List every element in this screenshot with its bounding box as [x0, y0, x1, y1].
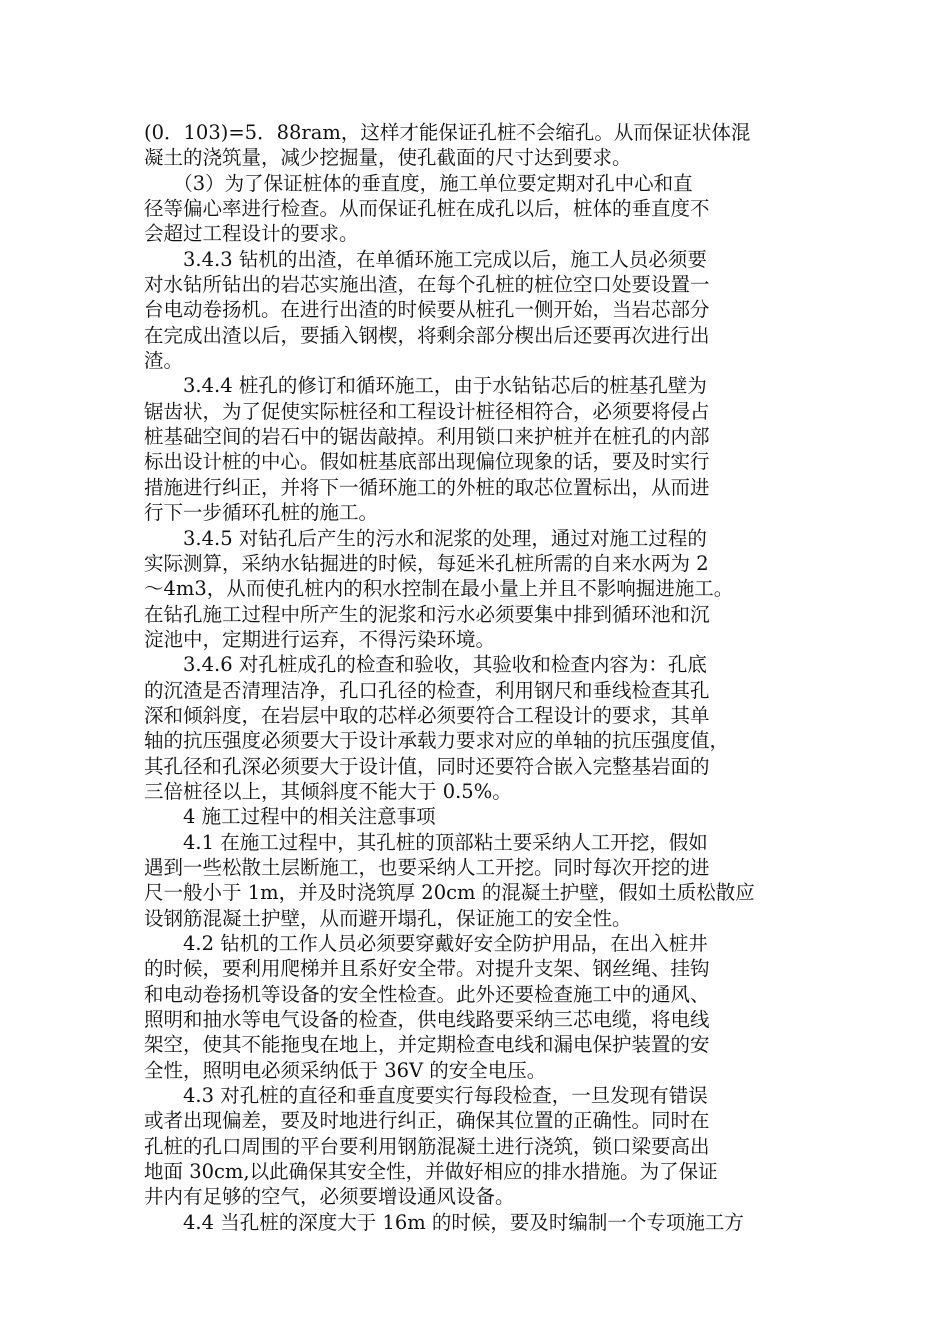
text-line: 实际测算，采纳水钻掘进的时候，每延米孔桩所需的自来水两为 2 [144, 551, 709, 575]
text-line: 径等偏心率进行检查。从而保证孔桩在成孔以后，桩体的垂直度不 [144, 197, 710, 221]
text-line: 凝土的浇筑量，减少挖掘量，使孔截面的尺寸达到要求。 [144, 146, 632, 170]
text-line: 3.4.3 钻机的出渣，在单循环施工完成以后，施工人员必须要 [144, 247, 707, 271]
text-line: 锯齿状，为了促使实际桩径和工程设计桩径相符合，必须要将侵占 [144, 399, 710, 423]
text-line: 地面 30cm,以此确保其安全性，并做好相应的排水措施。为了保证 [144, 1160, 718, 1184]
text-line: 井内有足够的空气，必须要增设通风设备。 [144, 1185, 515, 1209]
text-line: 3.4.6 对孔桩成孔的检查和验收，其验收和检查内容为：孔底 [144, 653, 707, 677]
text-line: 渣。 [144, 349, 184, 373]
section-heading: 4 施工过程中的相关注意事项 [144, 805, 436, 829]
text-line: 淀池中，定期进行运弃，不得污染环境。 [144, 627, 496, 651]
text-line: 的时候，要利用爬梯并且系好安全带。对提升支架、钢丝绳、挂钩 [144, 957, 710, 981]
text-line: 尺一般小于 1m，并及时浇筑厚 20cm 的混凝土护壁，假如土质松散应 [144, 881, 755, 905]
text-line: 在完成出渣以后，要插入钢楔，将剩余部分楔出后还要再次进行出 [144, 323, 710, 347]
text-line: 深和倾斜度，在岩层中取的芯样必须要符合工程设计的要求，其单 [144, 703, 710, 727]
text-line: ～4m3，从而使孔桩内的积水控制在最小量上并且不影响掘进施工。 [144, 577, 734, 601]
document-page [144, 120, 800, 1235]
text-line: 全性，照明电必须采纳低于 36V 的安全电压。 [144, 1058, 547, 1082]
text-line: 桩基础空间的岩石中的锯齿敲掉。利用锁口来护桩并在桩孔的内部 [144, 425, 710, 449]
text-line: (0．103)=5．88ram，这样才能保证孔桩不会缩孔。从而保证状体混 [144, 121, 751, 144]
text-line: 或者出现偏差，要及时地进行纠正，确保其位置的正确性。同时在 [144, 1109, 710, 1133]
text-line: 照明和抽水等电气设备的检查，供电线路要采纳三芯电缆，将电线 [144, 1008, 710, 1032]
text-line: 4.4 当孔桩的深度大于 16m 的时候，要及时编制一个专项施工方 [144, 1210, 744, 1234]
text-line: （3）为了保证桩体的垂直度，施工单位要定期对孔中心和直 [144, 171, 693, 195]
text-line: 会超过工程设计的要求。 [144, 222, 359, 246]
text-line: 其孔径和孔深必须要大于设计值，同时还要符合嵌入完整基岩面的 [144, 754, 710, 778]
text-line: 在钻孔施工过程中所产生的泥浆和污水必须要集中排到循环池和沉 [144, 602, 710, 626]
text-line: 遇到一些松散土层断施工，也要采纳人工开挖。同时每次开挖的进 [144, 855, 710, 879]
text-line: 的沉渣是否清理洁净，孔口孔径的检查，利用钢尺和垂线检查其孔 [144, 678, 710, 702]
text-line: 孔桩的孔口周围的平台要利用钢筋混凝土进行浇筑，锁口梁要高出 [144, 1134, 710, 1158]
text-line: 4.2 钻机的工作人员必须要穿戴好安全防护用品，在出入桩井 [144, 932, 708, 955]
text-line: 三倍桩径以上，其倾斜度不能大于 0.5%。 [144, 779, 512, 803]
text-line: 3.4.5 对钻孔后产生的污水和泥浆的处理，通过对施工过程的 [144, 526, 707, 550]
text-line: 台电动卷扬机。在进行出渣的时候要从桩孔一侧开始，当岩芯部分 [144, 298, 710, 322]
text-line: 设钢筋混凝土护壁，从而避开塌孔，保证施工的安全性。 [144, 906, 632, 930]
text-line: 轴的抗压强度必须要大于设计承载力要求对应的单轴的抗压强度值， [144, 729, 730, 753]
text-line: 架空，使其不能拖曳在地上，并定期检查电线和漏电保护装置的安 [144, 1033, 710, 1057]
text-line: 对水钻所钻出的岩芯实施出渣，在每个孔桩的桩位空口处要设置一 [144, 273, 710, 297]
text-line: 措施进行纠正，并将下一循环施工的外桩的取芯位置标出，从而进 [144, 475, 710, 499]
text-line: 和电动卷扬机等设备的安全性检查。此外还要检查施工中的通风、 [144, 982, 710, 1006]
text-line: 行下一步循环孔桩的施工。 [144, 501, 379, 525]
text-line: 标出设计桩的中心。假如桩基底部出现偏位现象的话，要及时实行 [144, 450, 710, 474]
text-line: 3.4.4 桩孔的修订和循环施工，由于水钻钻芯后的桩基孔壁为 [144, 374, 707, 398]
text-line: 4.3 对孔桩的直径和垂直度要实行每段检查，一旦发现有错误 [144, 1084, 708, 1108]
text-line: 4.1 在施工过程中，其孔桩的顶部粘土要采纳人工开挖，假如 [144, 830, 708, 854]
